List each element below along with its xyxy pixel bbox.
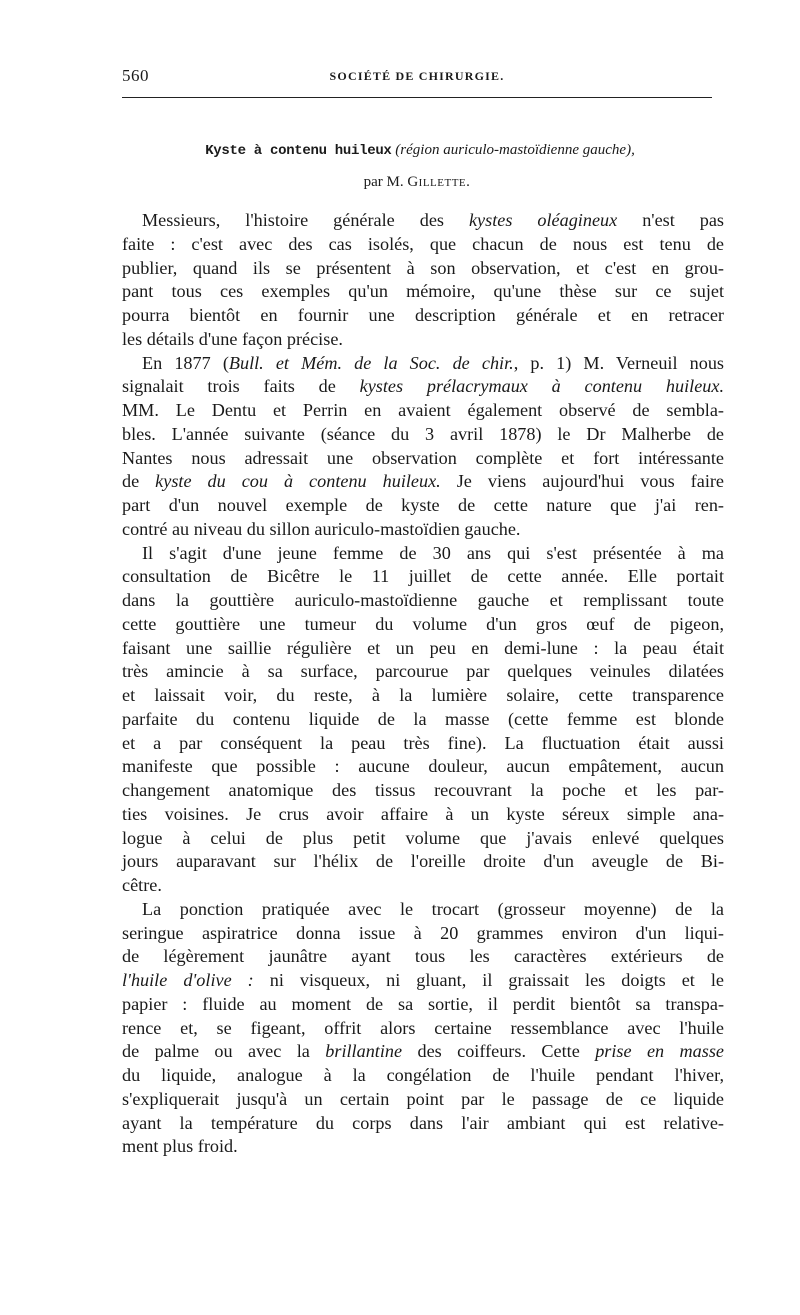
text-segment: cêtre. (122, 875, 162, 895)
text-line (122, 684, 724, 708)
text-line (122, 494, 724, 518)
text-line (122, 732, 724, 756)
text-line (122, 755, 724, 779)
text-line (122, 280, 724, 304)
text-line (122, 447, 724, 471)
text-segment: contré au niveau du sillon auriculo-mastoïdien gauche. (122, 518, 521, 539)
text-line (122, 565, 724, 589)
text-line (122, 233, 724, 257)
text-line (122, 1064, 724, 1088)
text-segment: ment plus froid. (122, 1136, 238, 1157)
running-header (122, 66, 712, 90)
text-line (122, 470, 724, 494)
text-segment: de légèrement jaunâtre ayant tous les caractères extérieurs de (122, 946, 724, 967)
text-segment: signalait trois faits de (122, 376, 360, 397)
text-line (122, 399, 724, 423)
text-line (122, 375, 724, 399)
text-segment: s'expliquerait jusqu'à un certain point par le passage de ce liquide (122, 1088, 724, 1109)
article-title (100, 140, 740, 161)
text-segment: manifeste que possible : aucune douleur, aucun empâtement, aucun (122, 756, 724, 777)
text-segment: seringue aspiratrice donna issue à 20 grammes environ d'un liqui- (122, 922, 724, 943)
text-line (122, 209, 724, 233)
text-segment: ayant la température du corps dans l'air ambiant qui est relative- (122, 1112, 724, 1133)
text-segment: La ponction pratiquée avec le trocart (grosseur moyenne) de la (142, 898, 724, 919)
text-segment: dans la gouttière auriculo-mastoïdienne gauche et remplissant toute (122, 590, 724, 610)
text-line (122, 589, 724, 613)
italic-segment: l'huile d'olive : (122, 970, 254, 990)
text-line (122, 1017, 724, 1041)
journal-title: SOCIÉTÉ DE CHIRURGIE. (329, 69, 505, 83)
text-segment: Il s'agit d'une jeune femme de 30 ans qui s'est présentée à ma (142, 542, 724, 563)
text-segment: Nantes nous adressait une observation complète et fort intéressante (122, 447, 724, 468)
text-segment: bles. L'année suivante (séance du 3 avril 1878) le Dr Malherbe de (122, 423, 724, 444)
text-segment: papier : fluide au moment de sa sortie, il perdit bientôt sa transpa- (122, 993, 724, 1014)
text-line (122, 613, 724, 637)
body-text (122, 209, 724, 1159)
text-segment: parfaite du contenu liquide de la masse (cette femme est blonde (122, 708, 724, 729)
text-line (122, 542, 724, 566)
text-line (122, 352, 724, 376)
text-segment: et a par conséquent la peau très fine). La fluctuation était aussi (122, 732, 724, 753)
text-segment: part d'un nouvel exemple de kyste de cette nature que j'ai ren- (122, 495, 724, 515)
text-line (122, 423, 724, 447)
text-line (122, 257, 724, 281)
text-line (122, 898, 724, 922)
text-segment: pourra bientôt en fournir une description générale et en retracer (122, 305, 724, 325)
text-line (122, 874, 724, 898)
text-line (122, 803, 724, 827)
text-segment: pant tous ces exemples qu'un mémoire, qu'une thèse sur ce sujet (122, 281, 724, 302)
text-segment: de palme ou avec la (122, 1041, 326, 1062)
text-line (122, 708, 724, 732)
text-segment: faite : c'est avec des cas isolés, que chacun de nous est tenu de (122, 233, 724, 254)
text-line (122, 518, 724, 542)
italic-segment: kystes oléagineux (468, 210, 618, 230)
text-segment: , p. 1) M. Verneuil nous (513, 352, 724, 373)
article-title-region: (région auriculo-mastoïdienne gauche), (395, 142, 635, 158)
text-line (122, 660, 724, 684)
text-segment: faisant une saillie régulière et un peu en demi-lune : la peau était (122, 637, 724, 658)
text-segment: et laissait voir, du reste, à la lumière solaire, cette transparence (122, 685, 724, 705)
text-segment: jours auparavant sur l'hélix de l'oreille droite d'un aveugle de Bi- (122, 851, 724, 872)
text-line (122, 1088, 724, 1112)
text-segment: cette gouttière une tumeur du volume d'un gros œuf de pigeon, (122, 613, 724, 634)
text-segment: ni visqueux, ni gluant, il graissait les doigts et le (253, 970, 724, 990)
text-line (122, 1135, 724, 1159)
italic-segment: prise en masse (595, 1041, 725, 1062)
italic-segment: kystes prélacrymaux à contenu huileux. (359, 376, 724, 397)
text-line (122, 993, 724, 1017)
text-segment: En 1877 ( (142, 352, 229, 373)
byline-prefix: par M. (363, 174, 404, 190)
text-segment: changement anatomique des tissus recouvrant la poche et les par- (122, 780, 724, 800)
text-segment: Messieurs, l'histoire générale des (142, 210, 469, 230)
text-segment: très amincie à sa surface, parcourue par quelques veinules dilatées (122, 661, 724, 682)
text-line (122, 1112, 724, 1136)
author-name: Gillette. (407, 174, 471, 190)
text-segment: logue à celui de plus petit volume que j'avais enlevé quelques (122, 827, 724, 848)
text-segment: des coiffeurs. Cette (402, 1041, 596, 1062)
text-line (122, 945, 724, 969)
text-line (122, 328, 724, 352)
header-rule (122, 97, 712, 98)
text-line (122, 850, 724, 874)
text-segment: du liquide, analogue à la congélation de l'huile pendant l'hiver, (122, 1065, 724, 1085)
italic-segment: Bull. et Mém. de la Soc. de chir. (228, 352, 514, 373)
text-line (122, 304, 724, 328)
text-line (122, 827, 724, 851)
italic-segment: kyste du cou à contenu huileux. (155, 471, 441, 492)
text-segment: n'est pas (617, 210, 725, 230)
text-segment: de (122, 471, 156, 492)
text-line (122, 1040, 724, 1064)
text-segment: ties voisines. Je crus avoir affaire à un kyste séreux simple ana- (122, 803, 724, 824)
text-line (122, 779, 724, 803)
page-number: 560 (122, 66, 149, 85)
text-line (122, 922, 724, 946)
text-segment: Je viens aujourd'hui vous faire (440, 471, 724, 492)
text-line (122, 637, 724, 661)
text-segment: rence et, se figeant, offrit alors certaine ressemblance avec l'huile (122, 1017, 724, 1038)
text-segment: MM. Le Dentu et Perrin en avaient également observé de sembla- (122, 400, 724, 420)
italic-segment: brillantine (325, 1041, 403, 1062)
article-title-main: Kyste à contenu huileux (205, 143, 392, 159)
text-segment: publier, quand ils se présentent à son observation, et c'est en grou- (122, 257, 724, 278)
text-segment: les détails d'une façon précise. (122, 328, 343, 349)
article-byline (122, 174, 712, 191)
text-line (122, 969, 724, 993)
text-segment: consultation de Bicêtre le 11 juillet de cette année. Elle portait (122, 566, 724, 587)
